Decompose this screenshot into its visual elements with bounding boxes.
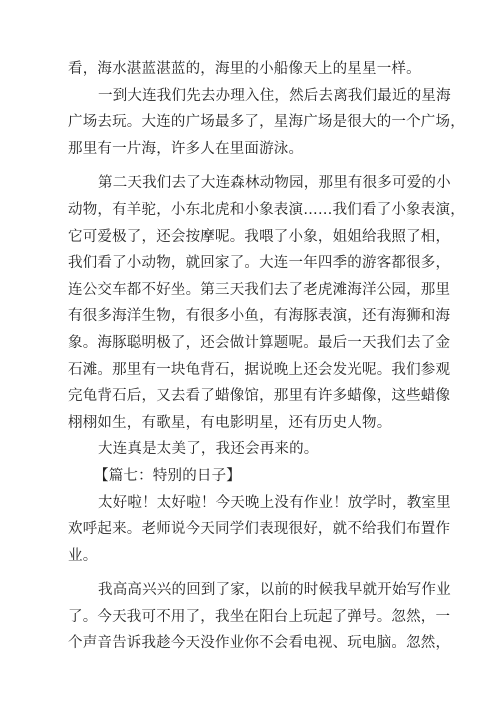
text-line: 石滩。那里有一块龟背石，据说晚上还会发光呢。我们参观	[68, 361, 451, 378]
text-line: 它可爱极了，还会按摩呢。我喂了小象，姐姐给我照了相，	[68, 228, 451, 245]
paragraph-start-line: 第二天我们去了大连森林动物园，那里有很多可爱的小	[98, 175, 451, 192]
text-line: 广场去玩。大连的广场最多了，星海广场是很大的一个广场，	[68, 114, 465, 131]
text-line: 欢呼起来。老师说今天同学们表现很好，就不给我们布置作	[68, 521, 451, 538]
text-line: 了。今天我可不用了，我坐在阳台上玩起了弹号。忽然，一	[68, 608, 451, 625]
paragraph-start-line: 一到大连我们先去办理入住，然后去离我们最近的星海	[98, 87, 451, 104]
paragraph-start-line: 我高高兴兴的回到了家，以前的时候我早就开始写作业	[98, 582, 451, 599]
paragraph-start-line: 太好啦！太好啦！今天晚上没有作业！放学时，教室里	[98, 494, 451, 511]
text-line: 有很多海洋生物，有很多小鱼，有海豚表演，还有海狮和海	[68, 308, 451, 325]
paragraph-start-line: 大连真是太美了，我还会再来的。	[98, 441, 319, 458]
text-line: 动物，有羊驼，小东北虎和小象表演……我们看了小象表演，	[68, 201, 465, 218]
text-line: 那里有一片海，许多人在里面游泳。	[68, 140, 304, 157]
text-line: 连公交车都不好坐。第三天我们去了老虎滩海洋公园，那里	[68, 281, 451, 298]
text-line: 看，海水湛蓝湛蓝的，海里的小船像天上的星星一样。	[68, 61, 421, 77]
text-line: 象。海豚聪明极了，还会做计算题呢。最后一天我们去了金	[68, 334, 451, 351]
text-line: 我们看了小动物，就回家了。大连一年四季的游客都很多，	[68, 255, 451, 272]
text-line: 完龟背石后，又去看了蜡像馆，那里有许多蜡像，这些蜡像	[68, 388, 451, 405]
article-body	[68, 56, 465, 657]
section-heading: 【篇七：特别的日子】	[94, 467, 241, 484]
text-line: 栩栩如生，有歌星，有电影明星，还有历史人物。	[68, 414, 392, 431]
text-line: 个声音告诉我趁今天没作业你不会看电视、玩电脑。忽然，	[68, 635, 451, 652]
text-line: 业。	[68, 547, 98, 564]
